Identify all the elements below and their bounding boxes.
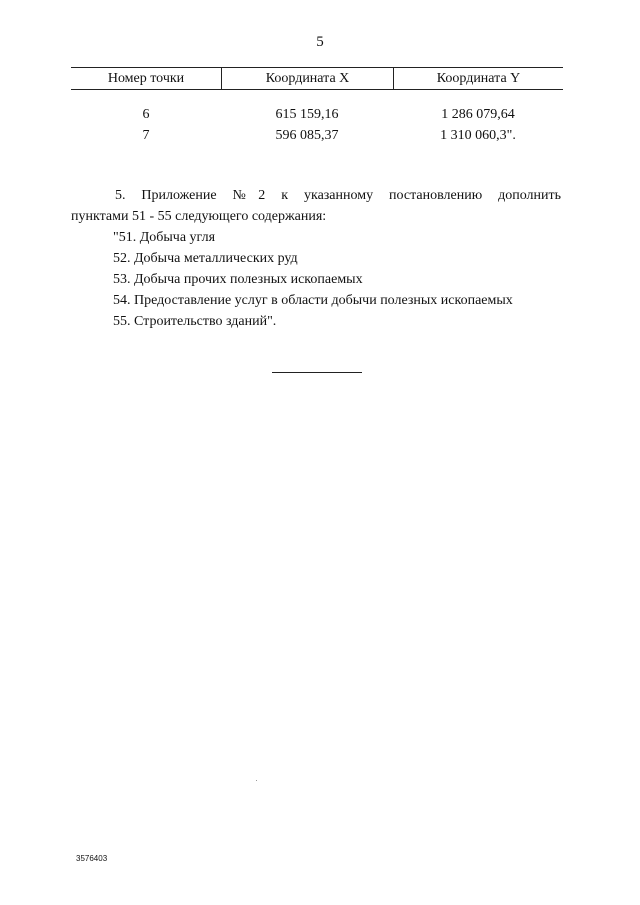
list-item: "51. Добыча угля: [113, 230, 216, 245]
cell-coordinate-y: 1 310 060,3".: [440, 128, 516, 143]
paragraph-first-line: 5. Приложение №2 к указанному постановлению дополнить: [115, 188, 561, 203]
header-coordinate-y: Координата Y: [393, 68, 563, 89]
cell-point-number: 6: [142, 107, 150, 122]
coordinates-table: [71, 67, 563, 146]
paragraph-second-line: пунктами 51 - 55 следующего содержания:: [71, 209, 327, 224]
list-item: 55. Строительство зданий".: [113, 314, 277, 329]
cell-point-number: 7: [142, 128, 150, 143]
amendment-text: [71, 185, 561, 332]
cell-coordinate-y: 1 286 079,64: [441, 107, 515, 122]
header-coordinate-x: Координата X: [221, 68, 393, 89]
table-row: [71, 125, 563, 146]
table-body: [71, 90, 563, 146]
list-item: 54. Предоставление услуг в области добычи полезных ископаемых: [113, 293, 513, 308]
list-item: 53. Добыча прочих полезных ископаемых: [113, 272, 363, 287]
table-header: [71, 67, 563, 90]
list-item: 52. Добыча металлических руд: [113, 251, 298, 266]
cell-coordinate-x: 615 159,16: [275, 107, 339, 122]
cell-coordinate-x: 596 085,37: [275, 128, 339, 143]
end-separator-line: [272, 372, 362, 373]
table-row: [71, 104, 563, 125]
document-code: 3576403: [76, 854, 108, 863]
header-point-number: Номер точки: [107, 71, 185, 86]
scan-speck: [256, 780, 257, 781]
page-number: 5: [316, 34, 324, 50]
